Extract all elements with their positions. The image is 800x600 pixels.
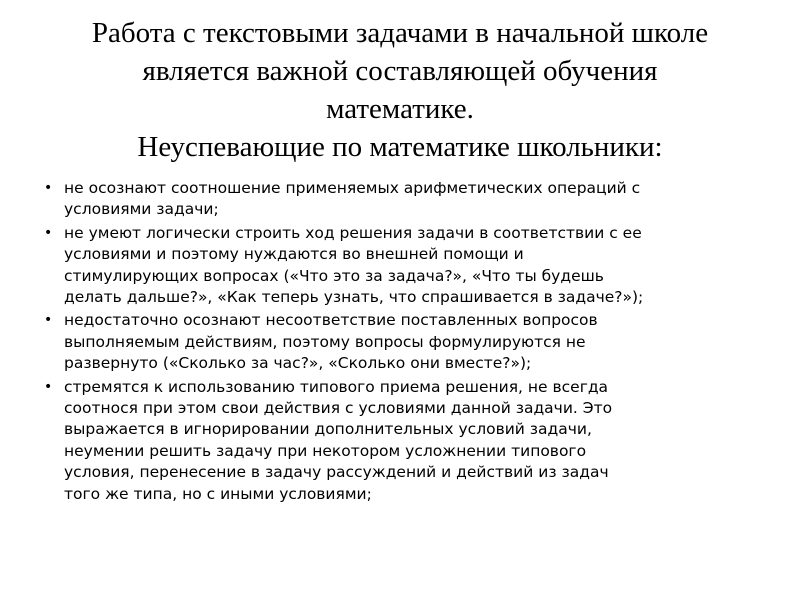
bullet-line: недостаточно осознают несоответствие поставленных вопросов [64, 311, 598, 330]
bullet-line: условиями задачи; [64, 200, 219, 219]
bullet-line: неумении решить задачу при некотором усложнении типового [64, 441, 587, 460]
bullet-line: выполняемым действиям, поэтому вопросы формулируются не [64, 332, 586, 351]
bullet-icon: • [44, 378, 53, 395]
bullet-list [44, 178, 744, 507]
bullet-line: не осознают соотношение применяемых арифметических операций с [64, 179, 641, 197]
bullet-text [64, 178, 744, 221]
bullet-item [44, 223, 744, 309]
bullet-line: не умеют логически строить ход решения задачи в соответствии с ее [64, 223, 642, 242]
title-line: Работа с текстовыми задачами в начальной школе [91, 17, 709, 49]
slide-title [40, 14, 760, 166]
bullet-line: делать дальше?», «Как теперь узнать, что спрашивается в задаче?»); [64, 288, 644, 307]
bullet-line: стимулирующих вопросах («Что это за задача?», «Что ты будешь [64, 266, 604, 285]
bullet-line: соотнося при этом свои действия с условиями данной задачи. Это [64, 399, 613, 418]
bullet-text [64, 310, 744, 374]
bullet-icon: • [44, 312, 53, 329]
bullet-text [64, 377, 744, 505]
bullet-line: выражается в игнорировании дополнительных условий задачи, [64, 420, 592, 439]
bullet-icon: • [44, 180, 53, 196]
bullet-line: стремятся к использованию типового приема решения, не всегда [64, 377, 609, 396]
bullet-icon: • [44, 224, 53, 241]
title-line: является важной составляющей обучения [142, 55, 658, 87]
bullet-item [44, 377, 744, 505]
bullet-text [64, 223, 744, 309]
title-line: математике. [326, 93, 474, 125]
slide-subtitle: Неуспевающие по математике школьники: [137, 131, 663, 163]
bullet-item [44, 310, 744, 374]
bullet-item [44, 178, 744, 221]
bullet-line: того же типа, но с иными условиями; [64, 484, 372, 503]
bullet-line: условия, перенесение в задачу рассуждений и действий из задач [64, 463, 609, 482]
bullet-line: условиями и поэтому нуждаются во внешней помощи и [64, 245, 524, 264]
bullet-line: развернуто («Сколько за час?», «Сколько они вместе?»); [64, 354, 532, 373]
